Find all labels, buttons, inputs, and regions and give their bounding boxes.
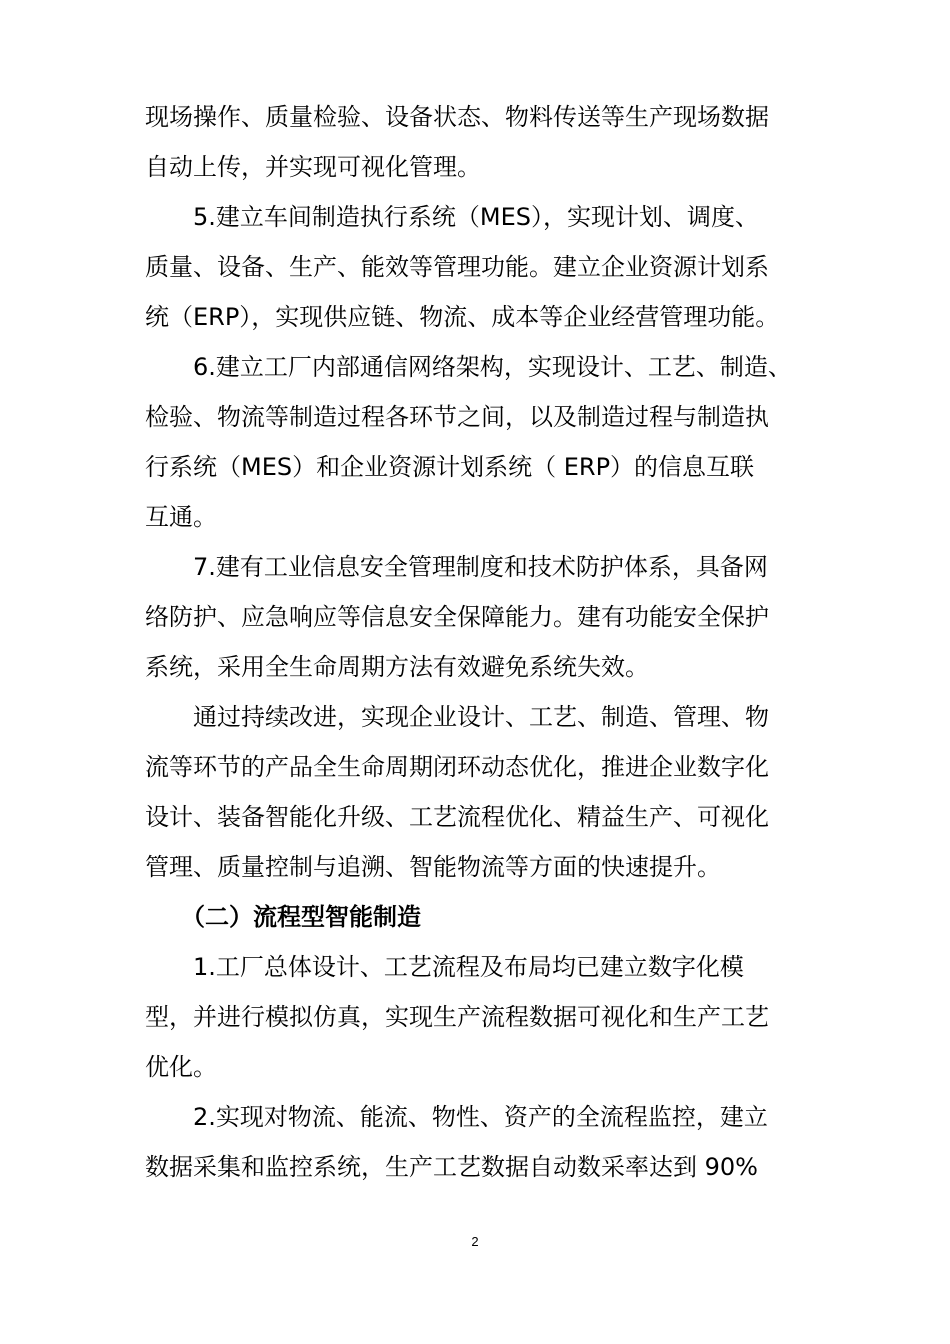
- page-number: 2: [471, 1234, 479, 1249]
- text-line: 优化。: [145, 1053, 217, 1081]
- text-line: 质量、设备、生产、能效等管理功能。建立企业资源计划系: [145, 253, 769, 281]
- text-line: 系统，采用全生命周期方法有效避免系统失效。: [145, 653, 649, 681]
- text-line: 现场操作、质量检验、设备状态、物料传送等生产现场数据: [145, 103, 769, 131]
- text-line: 行系统（MES）和企业资源计划系统（ ERP）的信息互联: [145, 453, 755, 481]
- text-line: 检验、物流等制造过程各环节之间，以及制造过程与制造执: [145, 403, 769, 431]
- text-line: 流等环节的产品全生命周期闭环动态优化，推进企业数字化: [145, 753, 769, 781]
- text-line: 2.实现对物流、能流、物性、资产的全流程监控，建立: [145, 1103, 768, 1131]
- text-line: 络防护、应急响应等信息安全保障能力。建有功能安全保护: [145, 603, 769, 631]
- text-line: 1.工厂总体设计、工艺流程及布局均已建立数字化模: [145, 953, 744, 981]
- text-line: 型，并进行模拟仿真，实现生产流程数据可视化和生产工艺: [145, 1003, 769, 1031]
- text-line: 统（ERP），实现供应链、物流、成本等企业经营管理功能。: [145, 303, 780, 331]
- text-line: 通过持续改进，实现企业设计、工艺、制造、管理、物: [145, 703, 769, 731]
- text-line: 自动上传，并实现可视化管理。: [145, 153, 481, 181]
- text-line: 互通。: [145, 503, 217, 531]
- text-line: 7.建有工业信息安全管理制度和技术防护体系，具备网: [145, 553, 768, 581]
- text-line: 设计、装备智能化升级、工艺流程优化、精益生产、可视化: [145, 803, 769, 831]
- text-line: 6.建立工厂内部通信网络架构，实现设计、工艺、制造、: [145, 353, 792, 381]
- text-line: 管理、质量控制与追溯、智能物流等方面的快速提升。: [145, 853, 721, 881]
- text-line: 5.建立车间制造执行系统（MES），实现计划、调度、: [145, 203, 760, 231]
- text-line: 数据采集和监控系统，生产工艺数据自动数采率达到 90%: [145, 1153, 758, 1181]
- section-heading: （二）流程型智能制造: [145, 903, 421, 931]
